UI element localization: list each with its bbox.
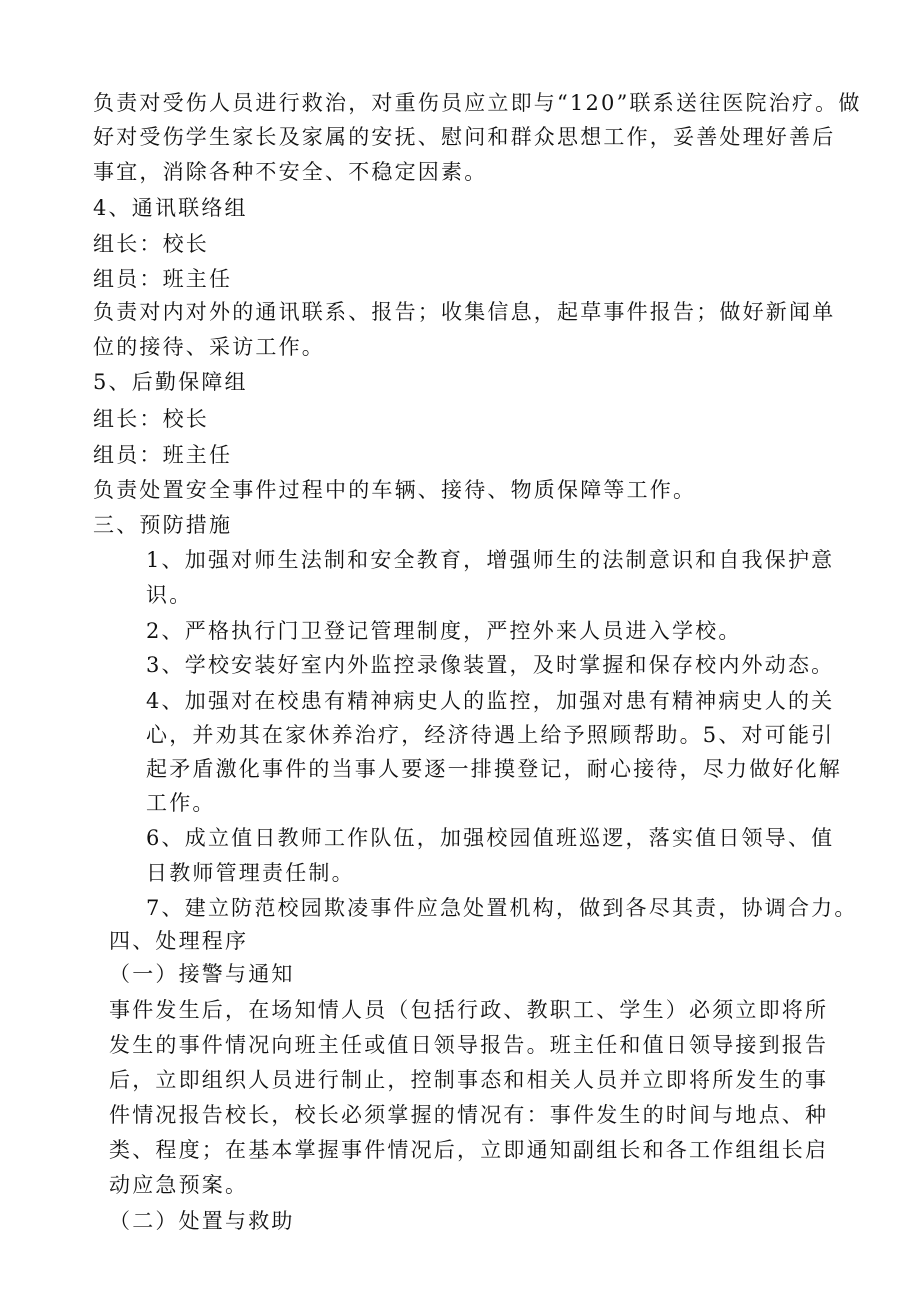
list-item: 7、建立防范校园欺凌事件应急处置机构，做到各尽其责，协调合力。 — [146, 896, 858, 920]
text-line: 负责处置安全事件过程中的车辆、接待、物质保障等工作。 — [93, 478, 697, 502]
text-line: 好对受伤学生家长及家属的安抚、慰问和群众思想工作，妥善处理好善后 — [93, 125, 836, 149]
sub-heading: （一）接警与通知 — [109, 962, 295, 986]
list-item: 起矛盾激化事件的当事人要逐一排摸登记，耐心接待，尽力做好化解 — [146, 757, 842, 781]
list-item: 日教师管理责任制。 — [146, 861, 355, 885]
text-line: 组长：校长 — [93, 407, 209, 431]
sub-heading: （二）处置与救助 — [109, 1209, 295, 1233]
list-item: 3、学校安装好室内外监控录像装置，及时掌握和保存校内外动态。 — [146, 653, 835, 677]
text-line: 发生的事件情况向班主任或值日领导报告。班主任和值日领导接到报告 — [109, 1033, 829, 1057]
list-item: 6、成立值日教师工作队伍，加强校园值班巡逻，落实值日领导、值 — [146, 826, 835, 850]
text-line: 负责对内对外的通讯联系、报告；收集信息，起草事件报告；做好新闻单 — [93, 300, 836, 324]
text-line: 事宜，消除各种不安全、不稳定因素。 — [93, 160, 488, 184]
text-line: 动应急预案。 — [109, 1173, 249, 1197]
text-line: 类、程度；在基本掌握事件情况后，立即通知副组长和各工作组组长启 — [109, 1138, 829, 1162]
text-line: 负责对受伤人员进行救治，对重伤员应立即与“120”联系送往医院治疗。做 — [93, 91, 862, 115]
section-heading: 四、处理程序 — [109, 929, 249, 953]
text-line: 组员：班主任 — [93, 443, 233, 467]
section-heading: 三、预防措施 — [93, 513, 233, 537]
text-line: 位的接待、采访工作。 — [93, 335, 325, 359]
list-item: 1、加强对师生法制和安全教育，增强师生的法制意识和自我保护意 — [146, 548, 835, 572]
text-line: 组长：校长 — [93, 232, 209, 256]
text-line: 事件发生后，在场知情人员（包括行政、教职工、学生）必须立即将所 — [109, 998, 829, 1022]
text-line: 后，立即组织人员进行制止，控制事态和相关人员并立即将所发生的事 — [109, 1068, 829, 1092]
section-heading: 5、后勤保障组 — [93, 370, 248, 394]
list-item: 识。 — [146, 583, 193, 607]
list-item: 心，并劝其在家休养治疗，经济待遇上给予照顾帮助。5、对可能引 — [146, 723, 835, 747]
text-line: 组员：班主任 — [93, 267, 233, 291]
text-line: 件情况报告校长，校长必须掌握的情况有：事件发生的时间与地点、种 — [109, 1103, 829, 1127]
section-heading: 4、通讯联络组 — [93, 196, 248, 220]
list-item: 2、严格执行门卫登记管理制度，严控外来人员进入学校。 — [146, 619, 742, 643]
list-item: 4、加强对在校患有精神病史人的监控，加强对患有精神病史人的关 — [146, 689, 835, 713]
list-item: 工作。 — [146, 791, 216, 815]
